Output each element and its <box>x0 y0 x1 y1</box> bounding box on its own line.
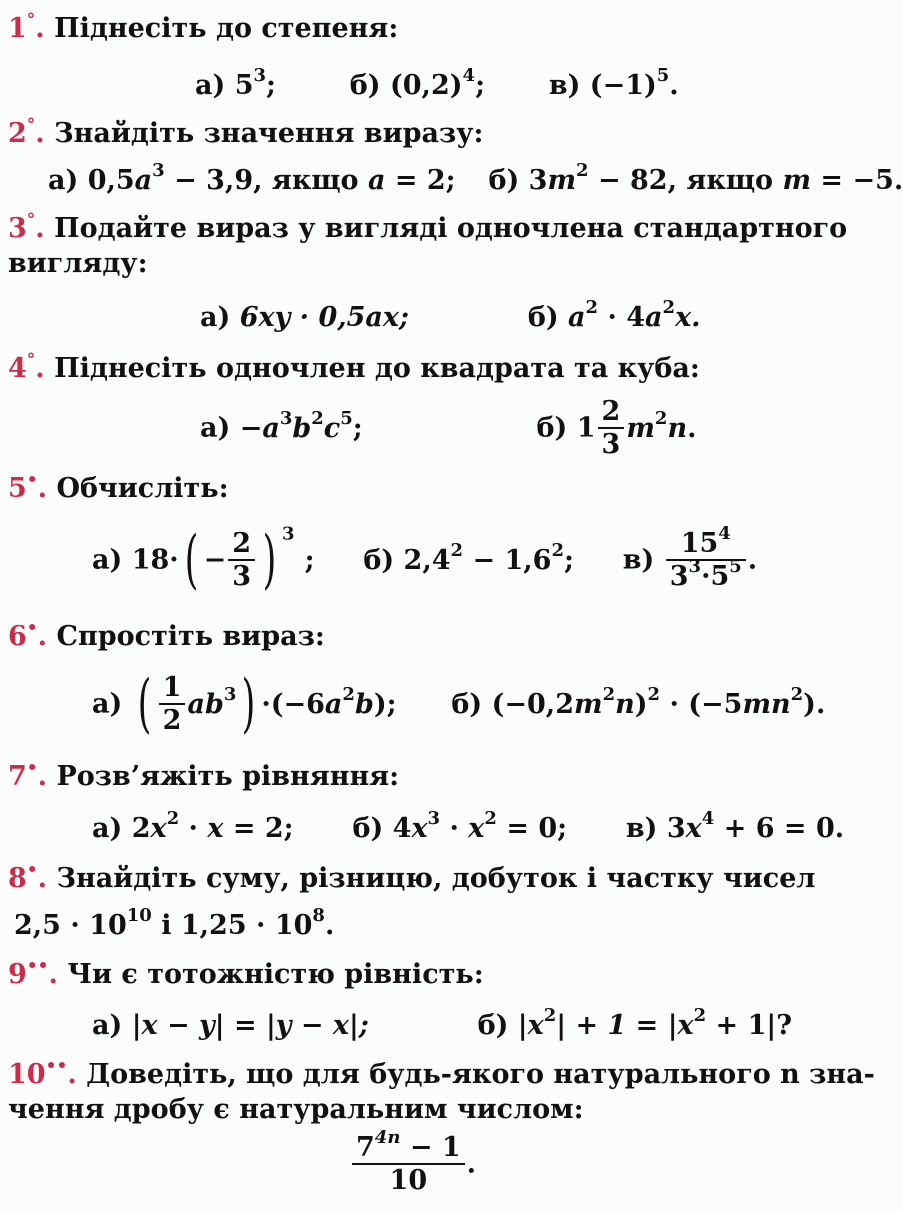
problem-title: Піднесіть одночлен до квадрата та куба: <box>54 353 700 384</box>
problem-7-header: 7•. Розв’яжіть рівняння: <box>8 758 400 792</box>
problem-title: Обчисліть: <box>56 473 229 504</box>
problem-title: Подайте вираз у вигляді одночлена стандартного <box>54 213 848 244</box>
problem-title: Чи є тотожністю рівність: <box>67 959 484 990</box>
problem-7-parts: а) $2x^2 \cdot x = 2$; б) $4x^3 \cdot x^2 = 0$; в) $3x^4 + 6 = 0$. <box>92 808 845 844</box>
problem-6-parts: а) ( $\frac{1}{2}$ $ab^3) \cdot(-6a^2b)$; б) $(-0,2m^2n)^2 \cdot (-5mn^2)$. <box>92 667 826 741</box>
fraction: $\frac{7^{4n} - 1}{10}$ <box>352 1134 465 1194</box>
problem-title: Піднесіть до степеня: <box>54 13 399 44</box>
problem-title: Знайдіть значення виразу: <box>54 118 484 149</box>
problem-9-header: 9••. Чи є тотожністю рівність: <box>8 956 484 990</box>
problem-title: Знайдіть суму, різницю, добуток і частку чисел <box>56 863 816 894</box>
problem-title: Доведіть, що для будь-якого натурального n зна- <box>86 1059 875 1090</box>
problem-1-parts: а) $5^3$; б) $(0,2)^4$; в) $(-1)^5$. <box>195 65 679 101</box>
problem-5-header: 5•. Обчисліть: <box>8 470 229 504</box>
problem-6-header: 6•. Спростіть вираз: <box>8 618 325 652</box>
problem-2-parts: а) $0,5a^3 - 3,9$, якщо a = 2; б) $3m^2 - 82$, якщо m = −5. <box>48 160 903 196</box>
problem-10-fraction: $\frac{7^{4n} - 1}{10}$ . <box>350 1134 476 1204</box>
fraction: $\frac{2}{3}$ <box>598 398 625 458</box>
problem-number: 1 <box>8 13 27 44</box>
problem-3-header: 3°. Подайте вираз у вигляді одночлена стандартного <box>8 210 848 244</box>
problem-9-parts: а) |x − y| = |y − x|; б) $|x^2| + 1 = |x^2 + 1|$? <box>92 1005 793 1041</box>
problem-1-header: 1°. Піднесіть до степеня: <box>8 10 399 44</box>
problem-10-header: 10••. Доведіть, що для будь-якого натурального n зна- <box>8 1056 875 1090</box>
problem-title: Спростіть вираз: <box>56 621 325 652</box>
difficulty-marker: ° <box>26 10 36 30</box>
problem-title: Розв’яжіть рівняння: <box>56 761 400 792</box>
problem-3-title-cont: вигляду: <box>8 248 148 279</box>
problem-5-parts: а) 18·( − $\frac{2}{3}$ ) $^3$; б) $2,4^2 - 1,6^2$; в) $\frac{15^4}{3^3\cdot 5^5}$ . <box>92 523 758 597</box>
problem-8-header: 8•. Знайдіть суму, різницю, добуток і частку чисел <box>8 860 816 894</box>
problem-10-title-cont: чення дробу є натуральним числом: <box>8 1094 584 1125</box>
problem-4-parts: $а) -a^3b^2c^5$; б) 1 $\frac{2}{3}$ $m^2n$. <box>200 396 697 460</box>
problem-3-parts: а) 6xy · 0,5ax; б) $a^2 \cdot 4a^2x$. <box>200 297 701 333</box>
problem-4-header: 4°. Піднесіть одночлен до квадрата та куба: <box>8 350 700 384</box>
problem-8-numbers: $2,5 \cdot 10^{10}$ і $1,25 \cdot 10^8$. <box>14 905 335 941</box>
problem-2-header: 2°. Знайдіть значення виразу: <box>8 115 484 149</box>
fraction: $\frac{15^4}{3^3\cdot 5^5}$ <box>666 530 746 590</box>
